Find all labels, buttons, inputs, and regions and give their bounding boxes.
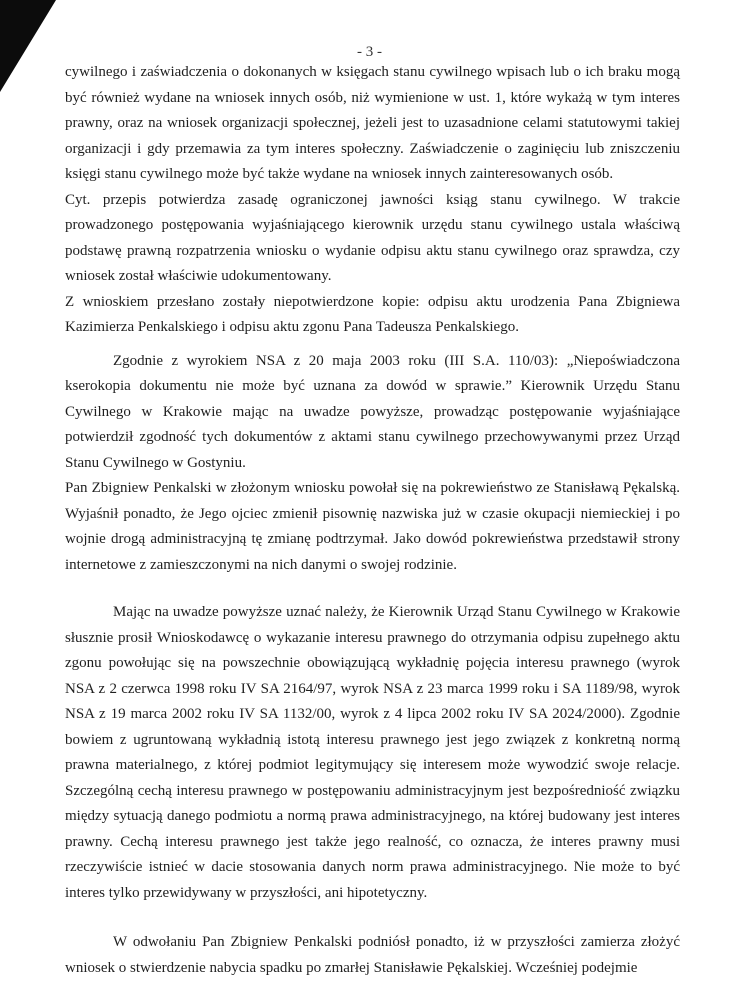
document-body <box>65 60 680 981</box>
paragraph: W odwołaniu Pan Zbigniew Penkalski podniósł ponadto, iż w przyszłości zamierza złożyć wniosek o stwierdzenie nabycia spadku po zmarłej Stanisławie Pękalskiej. Wcześniej podejmie <box>65 934 680 976</box>
paragraph: Pan Zbigniew Penkalski w złożonym wniosku powołał się na pokrewieństwo ze Stanisławą Pękalską. Wyjaśnił ponadto, że Jego ojciec zmienił pisownię nazwiska już w czasie okupacji niemieckiej i po wojnie drogą administracyjną tę zmianę podtrzymał. Jako dowód pokrewieństwa przedstawił strony internetowe z zamieszczonymi na nich danymi o swojej rodzinie. <box>65 480 680 573</box>
page-number: - 3 - <box>357 44 382 60</box>
paragraph-gap <box>65 578 680 600</box>
paragraph: Mając na uwadze powyższe uznać należy, że Kierownik Urząd Stanu Cywilnego w Krakowie słusznie prosił Wnioskodawcę o wykazanie interesu prawnego do otrzymania odpisu zupełnego aktu zgonu powołując się na powszechnie obowiązującą wykładnię pojęcia interesu prawnego (wyrok NSA z 2 czerwca 1998 roku IV SA 2164/97, wyrok NSA z 23 marca 1999 roku i SA 1189/98, wyrok NSA z 19 marca 2002 roku IV SA 1132/00, wyrok z 4 lipca 2002 roku IV SA 2024/2000). Zgodnie bowiem z ugruntowaną wykładnią istotą interesu prawnego jest jego związek z konkretną normą prawna materialnego, z której podmiot legitymujący się interesem może wywodzić swoje relacje. Szczególną cechą interesu prawnego w postępowaniu administracyjnym jest bezpośredniość związku między sytuacją danego podmiotu a normą prawa administracyjnego, na której budowany jest interes prawny. Cechą interesu prawnego jest także jego realność, co oznacza, że interes prawny musi rzeczywiście istnieć w dacie stosowania danych norm prawa administracyjnego. Nie może to być interes tylko przewidywany w przyszłości, ani hipotetyczny. <box>65 604 680 901</box>
paragraph: Cyt. przepis potwierdza zasadę ograniczonej jawności ksiąg stanu cywilnego. W trakcie prowadzonego postępowania wyjaśniającego kierownik urzędu stanu cywilnego ustala właściwą podstawę prawną rozpatrzenia wniosku o wydanie odpisu aktu stanu cywilnego oraz sprawdza, czy wniosek został właściwie udokumentowany. <box>65 191 680 284</box>
paragraph: Zgodnie z wyrokiem NSA z 20 maja 2003 roku (III S.A. 110/03): „Niepoświadczona kserokopia dokumentu nie może być uznana za dowód w sprawie.” Kierownik Urzędu Stanu Cywilnego w Krakowie mając na uwadze powyższe, prowadząc postępowanie wyjaśniające potwierdził zgodność tych dokumentów z aktami stanu cywilnego przechowywanymi przez Urząd Stanu Cywilnego w Gostyniu. <box>65 352 680 471</box>
paragraph: Z wnioskiem przesłano zostały niepotwierdzone kopie: odpisu aktu urodzenia Pana Zbigniewa Kazimierza Penkalskiego i odpisu aktu zgonu Pana Tadeusza Penkalskiego. <box>65 293 680 335</box>
paragraph: cywilnego i zaświadczenia o dokonanych w księgach stanu cywilnego wpisach lub o ich braku mogą być również wydane na wniosek innych osób, niż wymienione w ust. 1, które wykażą w tym interes prawny, oraz na wniosek organizacji społecznej, jeżeli jest to uzasadnione celami statutowymi takiej organizacji i gdy przemawia za tym interes społeczny. Zaświadczenie o zaginięciu lub zniszczeniu księgi stanu cywilnego może być także wydane na wniosek innych zainteresowanych osób. <box>65 64 680 182</box>
paragraph-gap <box>65 906 680 930</box>
